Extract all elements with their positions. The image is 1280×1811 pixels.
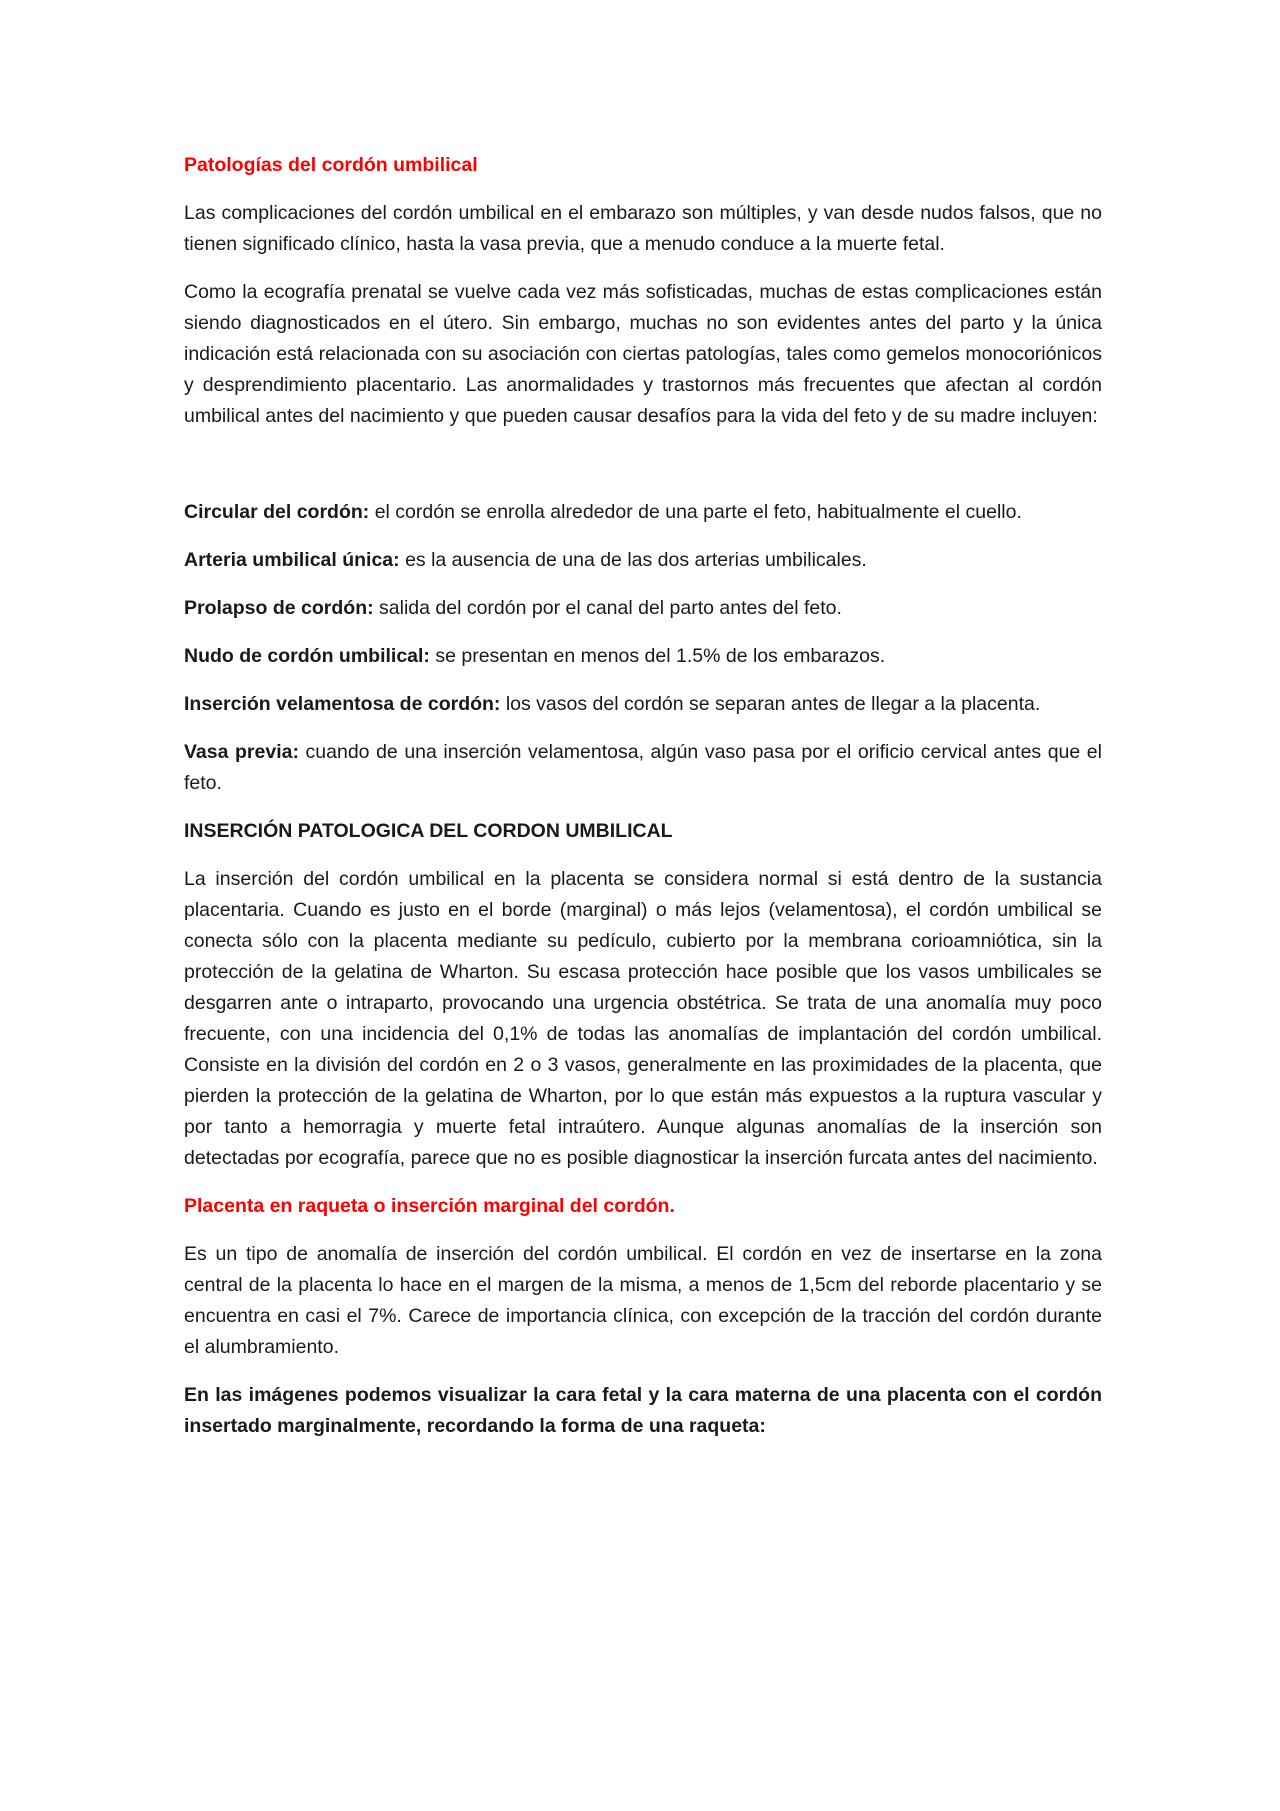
definition-text: se presentan en menos del 1.5% de los embarazos.: [429, 645, 886, 667]
definition-text: los vasos del cordón se separan antes de llegar a la placenta.: [500, 693, 1041, 715]
definition-term: Circular del cordón:: [184, 501, 370, 523]
document-body: [184, 150, 1102, 1459]
intro-paragraph-1: Las complicaciones del cordón umbilical en el embarazo son múltiples, y van desde nudos falsos, que no tienen significado clínico, hasta la vasa previa, que a menudo conduce a la muerte fetal.: [184, 202, 1102, 255]
definition-text: cuando de una inserción velamentosa, algún vaso pasa por el orificio cervical antes que el feto.: [184, 741, 1102, 794]
definition-item: [184, 689, 1102, 720]
definition-item: [184, 641, 1102, 672]
definition-term: Inserción velamentosa de cordón:: [184, 693, 501, 715]
definition-item: [184, 545, 1102, 576]
definition-item: [184, 497, 1102, 528]
definition-text: salida del cordón por el canal del parto antes del feto.: [373, 597, 842, 619]
definition-item: [184, 593, 1102, 624]
definition-term: Vasa previa:: [184, 741, 299, 763]
definition-text: el cordón se enrolla alrededor de una parte el feto, habitualmente el cuello.: [369, 501, 1022, 523]
page-title: Patologías del cordón umbilical: [184, 154, 478, 176]
section-heading-placenta-raqueta: Placenta en raqueta o inserción marginal del cordón.: [184, 1195, 675, 1217]
definition-text: es la ausencia de una de las dos arterias umbilicales.: [399, 549, 867, 571]
definition-term: Prolapso de cordón:: [184, 597, 374, 619]
definition-item: [184, 737, 1102, 799]
intro-paragraph-2: Como la ecografía prenatal se vuelve cada vez más sofisticadas, muchas de estas complicaciones están siendo diagnosticados en el útero. Sin embargo, muchas no son evidentes antes del parto y la única indicación está relacionada con su asociación con ciertas patologías, tales como gemelos monocoriónicos y desprendimiento placentario. Las anormalidades y trastornos más frecuentes que afectan al cordón umbilical antes del nacimiento y que pueden causar desafíos para la vida del feto y de su madre incluyen:: [184, 281, 1102, 427]
definition-term: Nudo de cordón umbilical:: [184, 645, 430, 667]
definition-term: Arteria umbilical única:: [184, 549, 400, 571]
section-paragraph-placenta-raqueta: Es un tipo de anomalía de inserción del cordón umbilical. El cordón en vez de insertarse en la zona central de la placenta lo hace en el margen de la misma, a menos de 1,5cm del reborde placentario y se encuentra en casi el 7%. Carece de importancia clínica, con excepción de la tracción del cordón durante el alumbramiento.: [184, 1243, 1102, 1358]
section-heading-insercion-patologica: INSERCIÓN PATOLOGICA DEL CORDON UMBILICAL: [184, 820, 673, 842]
section-paragraph-insercion-patologica: La inserción del cordón umbilical en la placenta se considera normal si está dentro de la sustancia placentaria. Cuando es justo en el borde (marginal) o más lejos (velamentosa), el cordón umbilical se conecta sólo con la placenta mediante su pedículo, cubierto por la membrana corioamniótica, sin la protección de la gelatina de Wharton. Su escasa protección hace posible que los vasos umbilicales se desgarren ante o intraparto, provocando una urgencia obstétrica. Se trata de una anomalía muy poco frecuente, con una incidencia del 0,1% de todas las anomalías de implantación del cordón umbilical. Consiste en la división del cordón en 2 o 3 vasos, generalmente en las proximidades de la placenta, que pierden la protección de la gelatina de Wharton, por lo que están más expuestos a la ruptura vascular y por tanto a hemorragia y muerte fetal intraútero. Aunque algunas anomalías de la inserción son detectadas por ecografía, parece que no es posible diagnosticar la inserción furcata antes del nacimiento.: [184, 868, 1102, 1169]
spacer: [184, 449, 1102, 497]
images-intro-paragraph: En las imágenes podemos visualizar la cara fetal y la cara materna de una placenta con el cordón insertado marginalmente, recordando la forma de una raqueta:: [184, 1384, 1102, 1437]
